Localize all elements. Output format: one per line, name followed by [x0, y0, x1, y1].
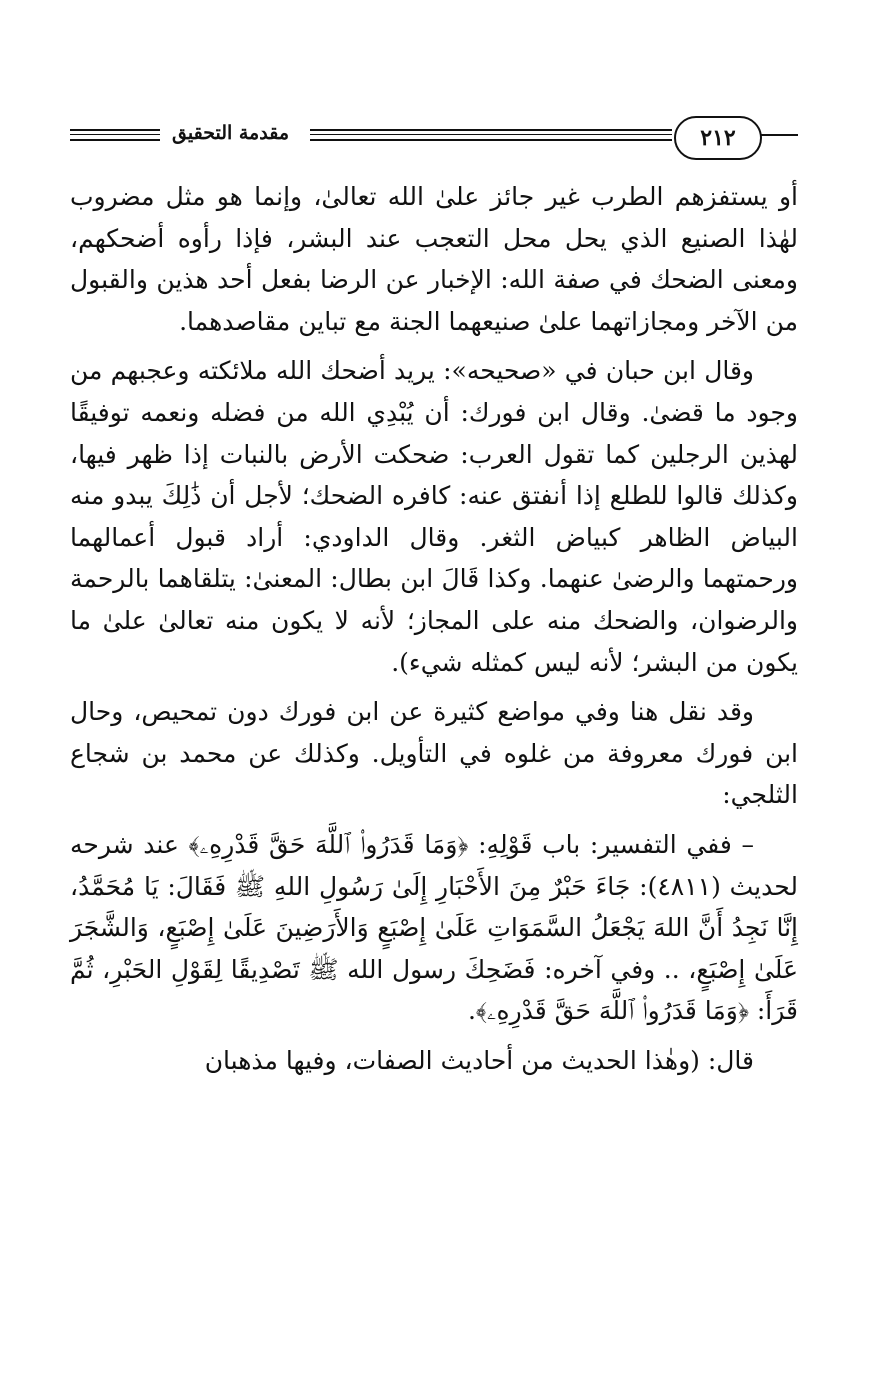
- running-title: مقدمة التحقيق: [172, 122, 289, 144]
- paragraph-4: – ففي التفسير: باب قَوْلِهِ: ﴿وَمَا قَدَرُوا۟ ٱللَّهَ حَقَّ قَدْرِهِۦ﴾ عند شرحه لحديث (٤٨١١): جَاءَ حَبْرٌ مِنَ الأَحْبَارِ إِلَىٰ رَسُولِ اللهِ ﷺ فَقَالَ: يَا مُحَمَّدُ، إِنَّا نَجِدُ أَنَّ اللهَ يَجْعَلُ السَّمَوَاتِ عَلَىٰ إِصْبَعٍ وَالأَرَضِينَ عَلَىٰ إِصْبَعٍ، وَالشَّجَرَ عَلَىٰ إِصْبَعٍ، .. وفي آخره: فَضَحِكَ رسول الله ﷺ تَصْدِيقًا لِقَوْلِ الحَبْرِ، ثُمَّ قَرَأَ: ﴿وَمَا قَدَرُوا۟ ٱللَّهَ حَقَّ قَدْرِهِۦ﴾.: [70, 829, 798, 1026]
- header-rule-left: [70, 129, 160, 141]
- body-text: [70, 176, 798, 1081]
- paragraph-1: أو يستفزهم الطرب غير جائز علىٰ الله تعالىٰ، وإنما هو مثل مضروب لهٰذا الصنيع الذي يحل محل التعجب عند البشر، فإذا رأوه أضحكهم، ومعنى الضحك في صفة الله: الإخبار عن الرضا بفعل أحد هذين والقبول من الآخر ومجازاتهما علىٰ صنيعهما الجنة مع تباين مقاصدهما.: [70, 182, 798, 336]
- paragraph-3: وقد نقل هنا وفي مواضع كثيرة عن ابن فورك دون تمحيص، وحال ابن فورك معروفة من غلوه في التأويل. وكذلك عن محمد بن شجاع الثلجي:: [70, 697, 798, 810]
- header-rule-middle: [310, 129, 672, 141]
- paragraph-5: قال: (وهٰذا الحديث من أحاديث الصفات، وفيها مذهبان: [204, 1045, 754, 1075]
- page-header: [70, 112, 798, 162]
- page-number: ٢١٢: [674, 116, 762, 160]
- paragraph-2: وقال ابن حبان في «صحيحه»: يريد أضحك الله ملائكته وعجبهم من وجود ما قضىٰ. وقال ابن فورك: أن يُبْدِي الله من فضله ونعمه توفيقًا لهذين الرجلين كما تقول العرب: ضحكت الأرض بالنبات إذا ظهر فيها، وكذلك قالوا للطلع إذا أنفتق عنه: كافره الضحك؛ لأجل أن ذَٰلِكَ يبدو منه البياض الظاهر كبياض الثغر. وقال الداودي: أراد قبول أعمالهما ورحمتهما والرضىٰ عنهما. وكذا قَالَ ابن بطال: المعنىٰ: يتلقاهما بالرحمة والرضوان، والضحك منه على المجاز؛ لأنه لا يكون منه تعالىٰ علىٰ ما يكون من البشر؛ لأنه ليس كمثله شيء).: [70, 356, 798, 677]
- header-rule-right: [758, 134, 798, 136]
